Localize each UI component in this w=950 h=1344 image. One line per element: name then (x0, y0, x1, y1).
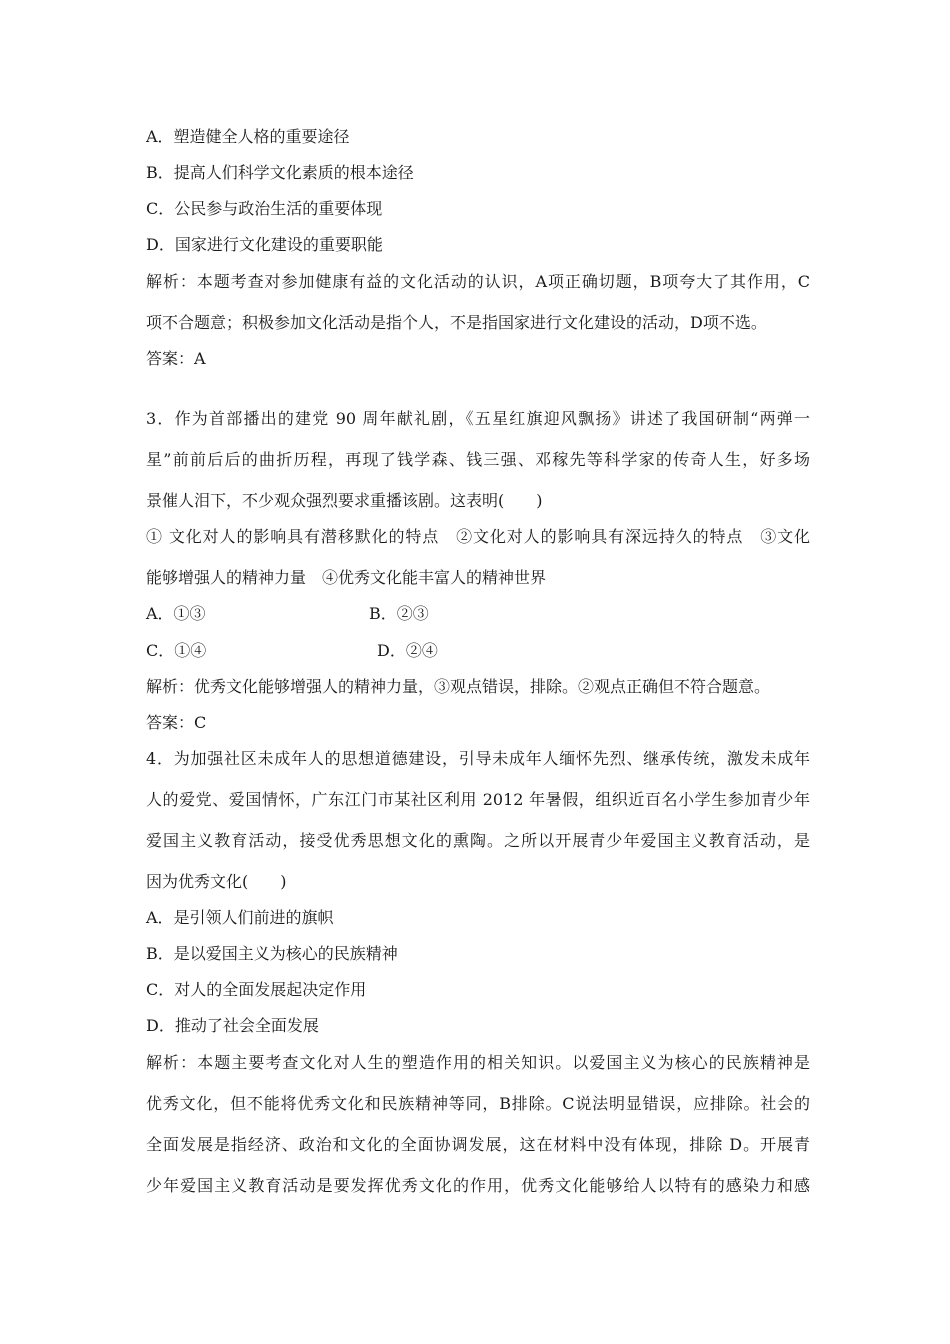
q3-statements-line-2: 能够增强人的精神力量 ④优秀文化能丰富人的精神世界 (146, 568, 547, 587)
q4-option-b: B．是以爱国主义为核心的民族精神 (146, 944, 398, 963)
q2-answer: 答案：A (146, 349, 206, 368)
q2-option-b: B．提高人们科学文化素质的根本途径 (146, 163, 414, 182)
q3-statements-line-1: ① 文化对人的影响具有潜移默化的特点 ②文化对人的影响具有深远持久的特点 ③文化 (146, 527, 810, 546)
q3-option-c: C．①④ (146, 641, 207, 660)
q4-analysis-line-4: 少年爱国主义教育活动是要发挥优秀文化的作用，优秀文化能够给人以特有的感染力和感 (146, 1176, 810, 1195)
q2-analysis-line-2: 项不合题意；积极参加文化活动是指个人，不是指国家进行文化建设的活动，D项不选。 (146, 313, 767, 332)
q3-analysis: 解析：优秀文化能够增强人的精神力量，③观点错误，排除。②观点正确但不符合题意。 (146, 677, 771, 696)
q4-stem-line-3: 爱国主义教育活动，接受优秀思想文化的熏陶。之所以开展青少年爱国主义教育活动，是 (146, 831, 810, 850)
q4-stem-line-4: 因为优秀文化( ) (146, 872, 287, 891)
q2-analysis-line-1: 解析：本题考查对参加健康有益的文化活动的认识，A项正确切题，B项夸大了其作用，C (146, 272, 810, 291)
q4-option-c: C．对人的全面发展起决定作用 (146, 980, 367, 999)
q3-stem-line-3: 景催人泪下，不少观众强烈要求重播该剧。这表明( ) (146, 491, 543, 510)
q2-option-c: C．公民参与政治生活的重要体现 (146, 199, 383, 218)
q4-analysis-line-2: 优秀文化，但不能将优秀文化和民族精神等同，B排除。C说法明显错误，应排除。社会的 (146, 1094, 810, 1113)
q3-stem-line-1: 3．作为首部播出的建党 90 周年献礼剧，《五星红旗迎风飘扬》讲述了我国研制“两弹一 (146, 409, 810, 428)
q3-option-b: B．②③ (369, 604, 429, 623)
q4-analysis-line-3: 全面发展是指经济、政治和文化的全面协调发展，这在材料中没有体现，排除 D。开展青 (146, 1135, 810, 1154)
q4-stem-line-2: 人的爱党、爱国情怀，广东江门市某社区利用 2012 年暑假，组织近百名小学生参加青少年 (146, 790, 810, 809)
q3-stem-line-2: 星”前前后后的曲折历程，再现了钱学森、钱三强、邓稼先等科学家的传奇人生，好多场 (146, 450, 810, 469)
q3-answer: 答案：C (146, 713, 207, 732)
q4-option-a: A．是引领人们前进的旗帜 (146, 908, 334, 927)
q2-option-d: D．国家进行文化建设的重要职能 (146, 235, 383, 254)
q3-option-d: D．②④ (377, 641, 438, 660)
q2-option-a: A．塑造健全人格的重要途径 (146, 127, 350, 146)
q4-option-d: D．推动了社会全面发展 (146, 1016, 319, 1035)
q4-stem-line-1: 4．为加强社区未成年人的思想道德建设，引导未成年人缅怀先烈、继承传统，激发未成年 (146, 749, 810, 768)
q3-option-a: A．①③ (146, 604, 206, 623)
q4-analysis-line-1: 解析：本题主要考查文化对人生的塑造作用的相关知识。以爱国主义为核心的民族精神是 (146, 1053, 810, 1072)
